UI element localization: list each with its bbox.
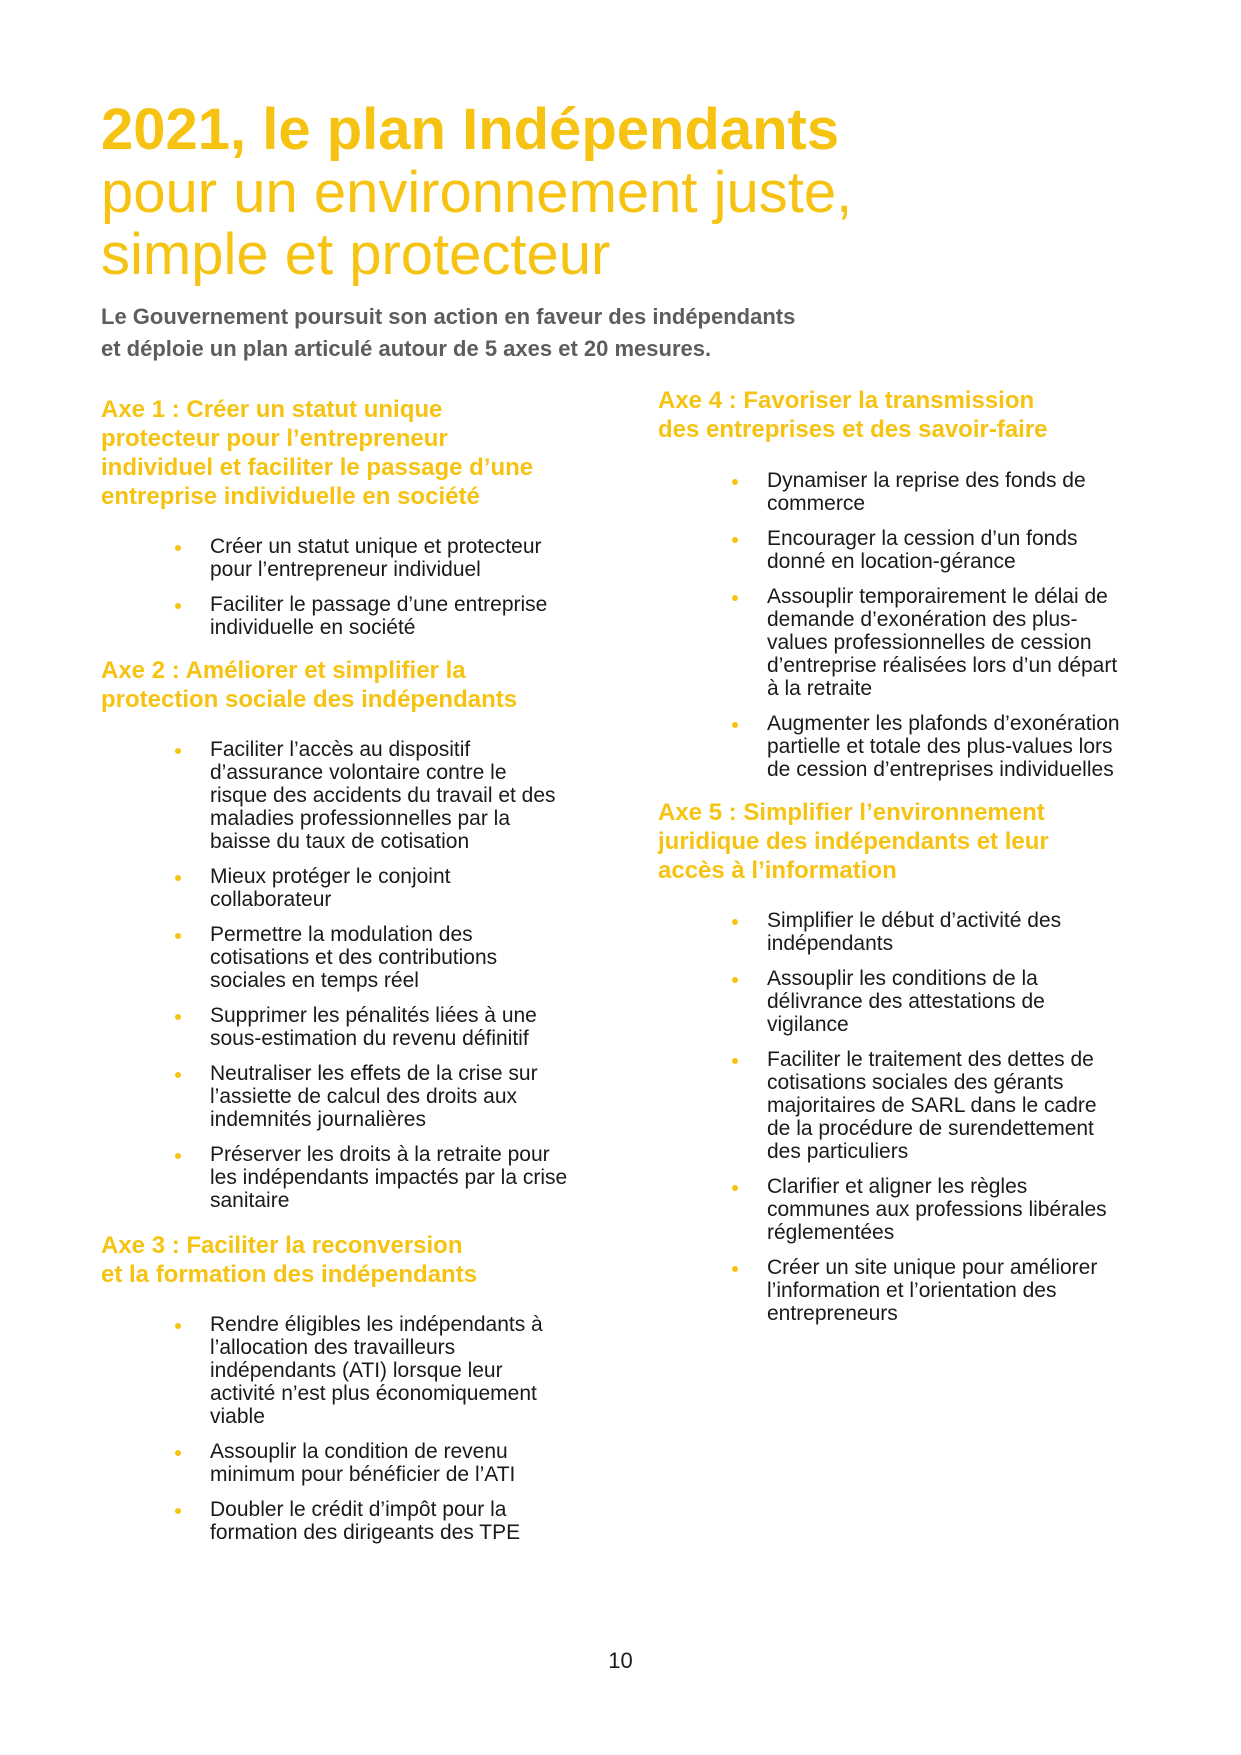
item-line: Clarifier et aligner les règles xyxy=(767,1175,1028,1198)
axe-heading-line: Axe 3 : Faciliter la reconversion xyxy=(101,1232,463,1259)
right-column xyxy=(658,386,1158,1337)
list-item xyxy=(101,593,601,639)
bullet-icon xyxy=(175,1323,181,1329)
item-line: majoritaires de SARL dans le cadre xyxy=(767,1094,1097,1117)
list-item xyxy=(101,865,601,911)
bullet-icon xyxy=(175,933,181,939)
axe-2-heading xyxy=(101,656,601,714)
left-column xyxy=(101,395,601,1556)
item-line: Préserver les droits à la retraite pour xyxy=(210,1143,550,1166)
axe-4-list xyxy=(658,469,1158,781)
item-line: commerce xyxy=(767,492,866,515)
item-line: Faciliter l’accès au dispositif xyxy=(210,738,471,761)
item-line: Créer un site unique pour améliorer xyxy=(767,1256,1098,1279)
item-line: Assouplir les conditions de la xyxy=(767,967,1038,990)
list-item xyxy=(658,1256,1158,1325)
item-line: de la procédure de surendettement xyxy=(767,1117,1094,1140)
item-line: délivrance des attestations de xyxy=(767,990,1045,1013)
item-line: Augmenter les plafonds d’exonération xyxy=(767,712,1120,735)
item-line: indépendants (ATI) lorsque leur xyxy=(210,1359,503,1382)
item-line: réglementées xyxy=(767,1221,895,1244)
bullet-icon xyxy=(175,1014,181,1020)
item-line: indépendants xyxy=(767,932,894,955)
list-item xyxy=(658,967,1158,1036)
item-line: risque des accidents du travail et des xyxy=(210,784,556,807)
bullet-icon xyxy=(175,875,181,881)
list-item xyxy=(101,923,601,992)
item-line: Créer un statut unique et protecteur xyxy=(210,535,542,558)
item-line: Doubler le crédit d’impôt pour la xyxy=(210,1498,507,1521)
axe-heading-line: des entreprises et des savoir-faire xyxy=(658,416,1048,443)
item-line: sous-estimation du revenu définitif xyxy=(210,1027,529,1050)
axe-2-list xyxy=(101,738,601,1212)
list-item xyxy=(658,712,1158,781)
bullet-icon xyxy=(732,977,738,983)
item-line: des particuliers xyxy=(767,1140,909,1163)
axe-heading-line: protection sociale des indépendants xyxy=(101,686,518,713)
item-line: minimum pour bénéficier de l’ATI xyxy=(210,1463,516,1486)
axe-2-section xyxy=(101,656,601,1212)
subtitle-line-1: pour un environnement juste, xyxy=(101,160,853,225)
item-line: Supprimer les pénalités liées à une xyxy=(210,1004,537,1027)
axe-heading-line: protecteur pour l’entrepreneur xyxy=(101,425,448,452)
item-line: d’assurance volontaire contre le xyxy=(210,761,507,784)
bullet-icon xyxy=(732,1058,738,1064)
axe-3-section xyxy=(101,1231,601,1544)
bullet-icon xyxy=(732,722,738,728)
item-line: sociales en temps réel xyxy=(210,969,419,992)
item-line: maladies professionnelles par la xyxy=(210,807,510,830)
item-line: baisse du taux de cotisation xyxy=(210,830,470,853)
axe-heading-line: juridique des indépendants et leur xyxy=(658,828,1049,855)
item-line: Mieux protéger le conjoint xyxy=(210,865,451,888)
bullet-icon xyxy=(175,1072,181,1078)
item-line: les indépendants impactés par la crise xyxy=(210,1166,568,1189)
axe-1-heading xyxy=(101,395,601,511)
item-line: Rendre éligibles les indépendants à xyxy=(210,1313,543,1336)
item-line: à la retraite xyxy=(767,677,873,700)
item-line: Assouplir temporairement le délai de xyxy=(767,585,1108,608)
item-line: communes aux professions libérales xyxy=(767,1198,1107,1221)
item-line: entrepreneurs xyxy=(767,1302,898,1325)
bullet-icon xyxy=(175,1153,181,1159)
subtitle-line-2: simple et protecteur xyxy=(101,222,611,287)
list-item xyxy=(101,1498,601,1544)
axe-heading-line: et la formation des indépendants xyxy=(101,1261,478,1288)
list-item xyxy=(101,535,601,581)
axe-3-heading xyxy=(101,1231,601,1289)
intro-line-2: et déploie un plan articulé autour de 5 axes et 20 mesures. xyxy=(101,336,712,361)
bullet-icon xyxy=(732,595,738,601)
item-line: sanitaire xyxy=(210,1189,290,1212)
bullet-icon xyxy=(175,603,181,609)
item-line: Encourager la cession d’un fonds xyxy=(767,527,1078,550)
list-item xyxy=(101,1062,601,1131)
intro-paragraph xyxy=(101,301,861,365)
axe-heading-line: Axe 2 : Améliorer et simplifier la xyxy=(101,657,466,684)
bullet-icon xyxy=(732,1185,738,1191)
item-line: collaborateur xyxy=(210,888,332,911)
item-line: values professionnelles de cession xyxy=(767,631,1092,654)
intro-line-1: Le Gouvernement poursuit son action en faveur des indépendants xyxy=(101,304,796,329)
list-item xyxy=(101,1313,601,1428)
item-line: partielle et totale des plus-values lors xyxy=(767,735,1113,758)
item-line: de cession d’entreprises individuelles xyxy=(767,758,1114,781)
list-item xyxy=(658,585,1158,700)
item-line: individuelle en société xyxy=(210,616,416,639)
axe-1-list xyxy=(101,535,601,639)
bullet-icon xyxy=(732,1266,738,1272)
item-line: indemnités journalières xyxy=(210,1108,426,1131)
item-line: cotisations sociales des gérants xyxy=(767,1071,1064,1094)
bullet-icon xyxy=(175,1450,181,1456)
item-line: vigilance xyxy=(767,1013,849,1036)
item-line: l’assiette de calcul des droits aux xyxy=(210,1085,517,1108)
item-line: Faciliter le passage d’une entreprise xyxy=(210,593,548,616)
page-subtitle xyxy=(101,162,1001,286)
item-line: demande d’exonération des plus- xyxy=(767,608,1078,631)
item-line: Neutraliser les effets de la crise sur xyxy=(210,1062,538,1085)
axe-5-heading xyxy=(658,798,1158,885)
axe-3-list xyxy=(101,1313,601,1544)
list-item xyxy=(658,1175,1158,1244)
axe-heading-line: Axe 5 : Simplifier l’environnement xyxy=(658,799,1045,826)
axe-heading-line: individuel et faciliter le passage d’une xyxy=(101,454,534,481)
list-item xyxy=(658,469,1158,515)
list-item xyxy=(658,909,1158,955)
item-line: activité n’est plus économiquement xyxy=(210,1382,537,1405)
bullet-icon xyxy=(175,1508,181,1514)
axe-1-section xyxy=(101,395,601,639)
item-line: l’information et l’orientation des xyxy=(767,1279,1057,1302)
item-line: Simplifier le début d’activité des xyxy=(767,909,1062,932)
page-number: 10 xyxy=(608,1648,633,1673)
item-line: formation des dirigeants des TPE xyxy=(210,1521,521,1544)
item-line: Dynamiser la reprise des fonds de xyxy=(767,469,1086,492)
bullet-icon xyxy=(732,919,738,925)
axe-5-section xyxy=(658,798,1158,1325)
axe-heading-line: Axe 1 : Créer un statut unique xyxy=(101,396,443,423)
bullet-icon xyxy=(732,479,738,485)
bullet-icon xyxy=(732,537,738,543)
item-line: l’allocation des travailleurs xyxy=(210,1336,456,1359)
item-line: Permettre la modulation des xyxy=(210,923,473,946)
axe-4-heading xyxy=(658,386,1158,444)
item-line: pour l’entrepreneur individuel xyxy=(210,558,481,581)
page-title: 2021, le plan Indépendants xyxy=(101,97,840,162)
item-line: Faciliter le traitement des dettes de xyxy=(767,1048,1094,1071)
list-item xyxy=(658,527,1158,573)
axe-4-section xyxy=(658,386,1158,781)
list-item xyxy=(101,1004,601,1050)
axe-heading-line: entreprise individuelle en société xyxy=(101,483,480,510)
list-item xyxy=(658,1048,1158,1163)
axe-heading-line: accès à l’information xyxy=(658,857,897,884)
bullet-icon xyxy=(175,545,181,551)
axe-5-list xyxy=(658,909,1158,1325)
list-item xyxy=(101,1143,601,1212)
list-item xyxy=(101,738,601,853)
item-line: Assouplir la condition de revenu xyxy=(210,1440,508,1463)
list-item xyxy=(101,1440,601,1486)
title-block xyxy=(101,98,1001,286)
bullet-icon xyxy=(175,748,181,754)
axe-heading-line: Axe 4 : Favoriser la transmission xyxy=(658,387,1035,414)
item-line: d’entreprise réalisées lors d’un départ xyxy=(767,654,1118,677)
item-line: donné en location-gérance xyxy=(767,550,1016,573)
item-line: cotisations et des contributions xyxy=(210,946,498,969)
item-line: viable xyxy=(210,1405,265,1428)
